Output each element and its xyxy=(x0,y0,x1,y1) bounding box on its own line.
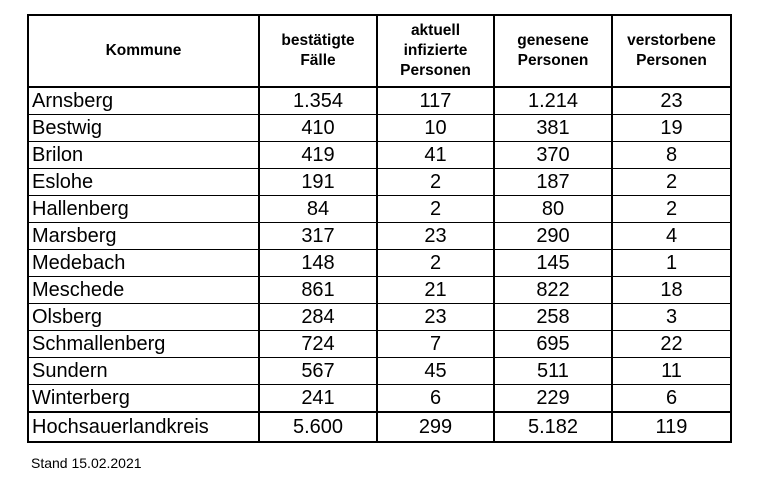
cell-kommune: Olsberg xyxy=(28,304,259,331)
table-row xyxy=(28,385,731,413)
header-currently-infected xyxy=(377,15,494,87)
cell-kommune: Hallenberg xyxy=(28,196,259,223)
cell-infected: 23 xyxy=(377,223,494,250)
cell-deceased: 11 xyxy=(612,358,731,385)
cell-infected: 41 xyxy=(377,142,494,169)
cell-infected: 23 xyxy=(377,304,494,331)
cell-infected: 117 xyxy=(377,87,494,115)
total-cell-recovered: 5.182 xyxy=(494,412,612,442)
cell-infected: 10 xyxy=(377,115,494,142)
header-line: verstorbene xyxy=(627,32,716,49)
cell-deceased: 1 xyxy=(612,250,731,277)
cell-deceased: 6 xyxy=(612,385,731,413)
header-recovered xyxy=(494,15,612,87)
cell-recovered: 187 xyxy=(494,169,612,196)
cell-kommune: Brilon xyxy=(28,142,259,169)
header-line: genesene xyxy=(517,32,589,49)
cell-deceased: 19 xyxy=(612,115,731,142)
cell-kommune: Medebach xyxy=(28,250,259,277)
cell-infected: 6 xyxy=(377,385,494,413)
cell-confirmed: 724 xyxy=(259,331,377,358)
cell-kommune: Bestwig xyxy=(28,115,259,142)
cell-kommune: Arnsberg xyxy=(28,87,259,115)
cell-infected: 2 xyxy=(377,250,494,277)
cell-kommune: Eslohe xyxy=(28,169,259,196)
table-row xyxy=(28,277,731,304)
cell-confirmed: 317 xyxy=(259,223,377,250)
cell-deceased: 23 xyxy=(612,87,731,115)
cell-recovered: 290 xyxy=(494,223,612,250)
cell-recovered: 695 xyxy=(494,331,612,358)
cell-infected: 2 xyxy=(377,196,494,223)
data-date-footnote: Stand 15.02.2021 xyxy=(31,455,142,471)
cell-recovered: 80 xyxy=(494,196,612,223)
covid-cases-table xyxy=(27,14,732,443)
cell-confirmed: 567 xyxy=(259,358,377,385)
cell-deceased: 18 xyxy=(612,277,731,304)
cell-confirmed: 284 xyxy=(259,304,377,331)
cell-recovered: 145 xyxy=(494,250,612,277)
table-row xyxy=(28,87,731,115)
cell-confirmed: 241 xyxy=(259,385,377,413)
total-cell-kommune: Hochsauerlandkreis xyxy=(28,412,259,442)
cell-confirmed: 84 xyxy=(259,196,377,223)
header-line: Kommune xyxy=(105,42,182,59)
table-row xyxy=(28,142,731,169)
cell-kommune: Sundern xyxy=(28,358,259,385)
header-row xyxy=(28,15,731,87)
table-row xyxy=(28,331,731,358)
table-body xyxy=(28,87,731,442)
table-row xyxy=(28,196,731,223)
header-deceased xyxy=(612,15,731,87)
table-row xyxy=(28,115,731,142)
header-line: Personen xyxy=(636,52,707,69)
cell-kommune: Winterberg xyxy=(28,385,259,413)
cell-kommune: Meschede xyxy=(28,277,259,304)
cell-recovered: 511 xyxy=(494,358,612,385)
cell-recovered: 381 xyxy=(494,115,612,142)
cell-infected: 45 xyxy=(377,358,494,385)
header-line: Personen xyxy=(400,62,471,79)
cell-recovered: 1.214 xyxy=(494,87,612,115)
cell-deceased: 22 xyxy=(612,331,731,358)
cell-confirmed: 191 xyxy=(259,169,377,196)
cell-confirmed: 419 xyxy=(259,142,377,169)
cell-deceased: 2 xyxy=(612,169,731,196)
table-row xyxy=(28,250,731,277)
total-cell-deceased: 119 xyxy=(612,412,731,442)
table-row xyxy=(28,304,731,331)
cell-infected: 21 xyxy=(377,277,494,304)
cell-recovered: 229 xyxy=(494,385,612,413)
total-row xyxy=(28,412,731,442)
cell-confirmed: 861 xyxy=(259,277,377,304)
cell-deceased: 4 xyxy=(612,223,731,250)
cell-infected: 7 xyxy=(377,331,494,358)
total-cell-infected: 299 xyxy=(377,412,494,442)
cell-kommune: Schmallenberg xyxy=(28,331,259,358)
table-row xyxy=(28,169,731,196)
cell-infected: 2 xyxy=(377,169,494,196)
table-row xyxy=(28,358,731,385)
cell-deceased: 8 xyxy=(612,142,731,169)
header-line: Personen xyxy=(517,52,589,69)
header-kommune xyxy=(28,15,259,87)
header-line: bestätigte xyxy=(281,32,355,49)
cell-deceased: 3 xyxy=(612,304,731,331)
cell-recovered: 822 xyxy=(494,277,612,304)
cell-deceased: 2 xyxy=(612,196,731,223)
table-row xyxy=(28,223,731,250)
cell-recovered: 258 xyxy=(494,304,612,331)
total-cell-confirmed: 5.600 xyxy=(259,412,377,442)
covid-cases-table-container xyxy=(27,14,730,443)
header-line: infizierte xyxy=(403,42,468,59)
header-line: aktuell xyxy=(410,22,461,39)
cell-confirmed: 148 xyxy=(259,250,377,277)
cell-kommune: Marsberg xyxy=(28,223,259,250)
cell-recovered: 370 xyxy=(494,142,612,169)
cell-confirmed: 1.354 xyxy=(259,87,377,115)
header-confirmed-cases xyxy=(259,15,377,87)
cell-confirmed: 410 xyxy=(259,115,377,142)
header-line: Fälle xyxy=(300,52,336,69)
